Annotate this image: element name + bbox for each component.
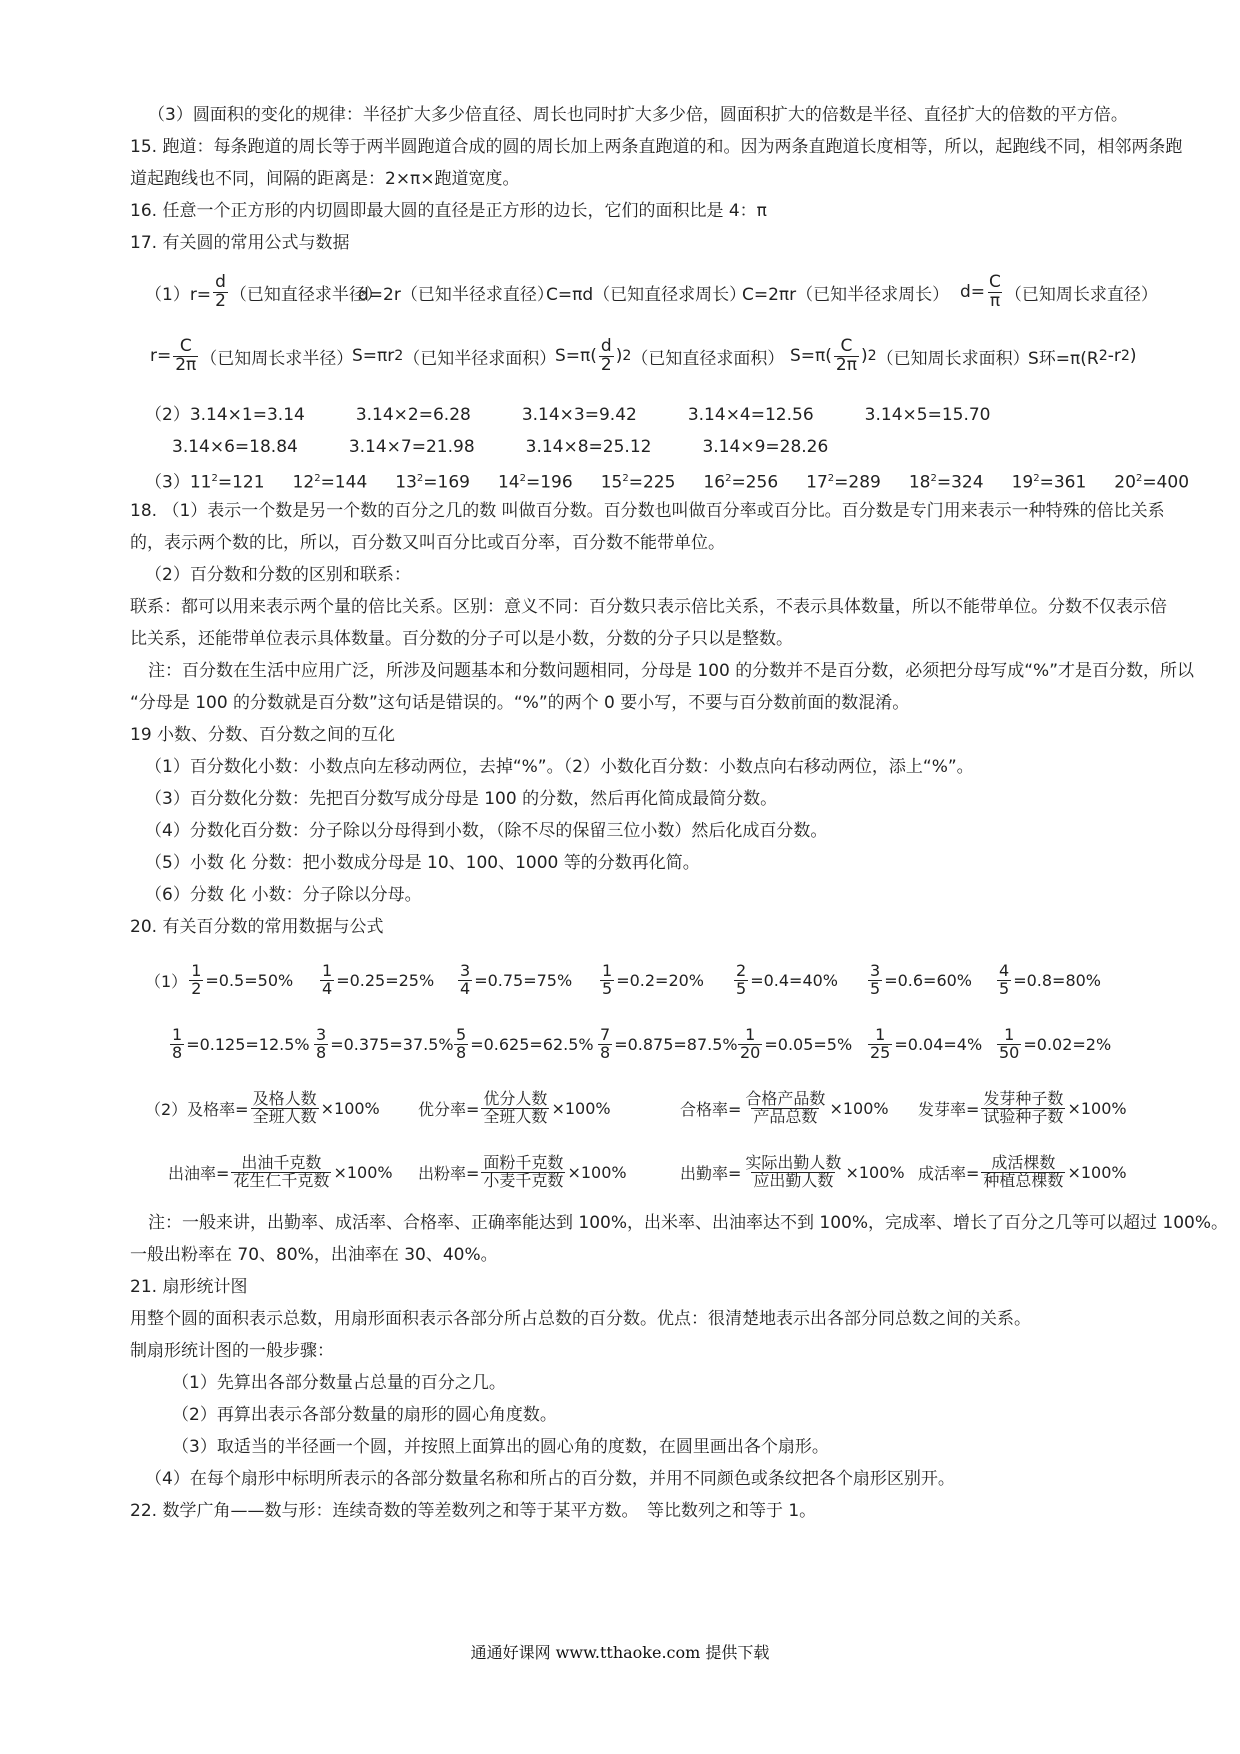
formula-text: （1）r= <box>145 284 212 305</box>
text-line: （3）百分数化分数：先把百分数写成分母是 100 的分数，然后再化简成最简分数。 <box>145 789 778 809</box>
square-item: $18^2=324$ <box>908 472 984 493</box>
text-line: （2）百分数和分数的区别和联系： <box>145 565 411 585</box>
rate-formula-row-2 <box>0 1142 1240 1202</box>
formula-text: d=2r（已知半径求直径） <box>358 284 554 305</box>
section-heading: 19 小数、分数、百分数之间的互化 <box>130 725 396 745</box>
formula-item: $\frac{4}{5}$ =0.8=80% <box>999 960 1102 998</box>
fraction: $\frac{\text{成活棵数}}{\text{种植总棵数}}$ <box>983 1152 1064 1190</box>
formula-text: S=πr <box>352 346 395 366</box>
formula-item <box>960 262 1158 322</box>
formula-item: $\frac{7}{8}$ =0.875=87.5% <box>600 1024 738 1062</box>
formula-item: $\frac{1}{20}$ =0.05=5% <box>740 1024 853 1062</box>
circle-formula-row-2 <box>0 326 1240 386</box>
text-line: 16. 任意一个正方形的内切圆即最大圆的直径是正方形的边长，它们的面积比是 4：π <box>130 201 767 221</box>
text-line: 3.14×6=18.84 3.14×7=21.98 3.14×8=25.12 3.14×9=28.26 <box>172 437 829 457</box>
fraction: $\frac{1}{5}$ <box>602 960 613 998</box>
text-line: 15. 跑道：每条跑道的周长等于两半圆跑道合成的圆的周长加上两条直跑道的和。因为两条直跑道长度相等，所以，起跑线不同，相邻两条跑 <box>130 137 1183 157</box>
square-item: $14^2=196$ <box>497 472 573 493</box>
fraction: $\frac{4}{5}$ <box>999 960 1010 998</box>
numerator: d <box>600 335 612 356</box>
fraction: $\frac{5}{8}$ <box>456 1024 467 1062</box>
text-line: （1）百分数化小数：小数点向左移动两位，去掉“%”。（2）小数化百分数：小数点向右移动两位，添上“%”。 <box>145 757 974 777</box>
square-item: $11^2=121$ <box>189 472 265 493</box>
denominator: 2 <box>600 354 612 375</box>
section-heading: 21. 扇形统计图 <box>130 1277 248 1297</box>
fraction: $\frac{\text{面粉千克数}}{\text{小麦千克数}}$ <box>483 1152 564 1190</box>
formula-item: $\frac{1}{5}$ =0.2=20% <box>602 960 705 998</box>
fraction <box>987 271 1003 311</box>
text-line: （4）在每个扇形中标明所表示的各部分数量名称和所占的百分数，并用不同颜色或条纹把各个扇形区别开。 <box>145 1469 955 1489</box>
formula-text: S环=π(R <box>1028 348 1099 369</box>
rate-formula-row-1 <box>0 1078 1240 1138</box>
fraction <box>599 335 614 375</box>
text-line: 注：一般来讲，出勤率、成活率、合格率、正确率能达到 100%，出米率、出油率达不到 100%，完成率、增长了百分之几等可以超过 100%。 <box>148 1213 1229 1233</box>
formula-item: 出勤率= $\frac{\text{实际出勤人数}}{\text{应出勤人数}}$ ×100% <box>680 1152 905 1190</box>
formula-text: S=π( <box>790 346 832 366</box>
formula-item: （1） $\frac{1}{2}$ =0.5=50% <box>145 960 294 998</box>
fraction: $\frac{3}{4}$ <box>460 960 471 998</box>
fraction: $\frac{\text{出油千克数}}{\text{花生仁千克数}}$ <box>233 1152 330 1190</box>
formula-item: $\frac{3}{5}$ =0.6=60% <box>870 960 973 998</box>
formula-text: （已知周长求半径） <box>200 348 354 369</box>
list-prefix: （3） <box>145 472 190 493</box>
formula-item: $\frac{1}{50}$ =0.02=2% <box>999 1024 1112 1062</box>
text-line: 联系：都可以用来表示两个量的倍比关系。区别：意义不同：百分数只表示倍比关系，不表示具体数量，所以不能带单位。分数不仅表示倍 <box>130 597 1167 617</box>
denominator: π <box>989 290 1001 311</box>
numerator: C <box>840 335 853 356</box>
formula-item <box>1028 326 1137 386</box>
fraction: $\frac{\text{合格产品数}}{\text{产品总数}}$ <box>745 1088 826 1126</box>
fraction: $\frac{1}{2}$ <box>191 960 202 998</box>
fraction: $\frac{\text{发芽种子数}}{\text{试验种子数}}$ <box>983 1088 1064 1126</box>
fraction <box>213 271 228 311</box>
fraction: $\frac{1}{25}$ <box>870 1024 891 1062</box>
formula-item: （2）及格率= $\frac{\text{及格人数}}{\text{全班人数}}$ ×100% <box>145 1088 380 1126</box>
page-footer: 通通好课网 www.tthaoke.com 提供下载 <box>470 1643 770 1662</box>
superscript: 2 <box>394 348 404 364</box>
percent-data-row-2 <box>0 1014 1240 1074</box>
fraction: $\frac{3}{5}$ <box>870 960 881 998</box>
text-line: 注：百分数在生活中应用广泛，所涉及问题基本和分数问题相同，分母是 100 的分数并不是百分数，必须把分母写成“%”才是百分数，所以 <box>148 661 1195 681</box>
formula-text: （已知直径求面积） <box>631 348 785 369</box>
fraction: $\frac{\text{及格人数}}{\text{全班人数}}$ <box>252 1088 317 1126</box>
formula-text: C=2πr（已知半径求周长） <box>742 284 950 305</box>
denominator: 2π <box>835 354 857 375</box>
text-line: （1）先算出各部分数量占总量的百分之几。 <box>172 1373 506 1393</box>
formula-text: S=π( <box>555 346 597 366</box>
text-line: （3）圆面积的变化的规律：半径扩大多少倍直径、周长也同时扩大多少倍，圆面积扩大的倍数是半径、直径扩大的倍数的平方倍。 <box>148 105 1128 125</box>
formula-item <box>145 262 383 322</box>
square-item: $13^2=169$ <box>395 472 470 493</box>
fraction: $\frac{1}{8}$ <box>172 1024 183 1062</box>
formula-text: ) <box>860 346 868 366</box>
formula-item <box>352 326 556 386</box>
formula-item: 合格率= $\frac{\text{合格产品数}}{\text{产品总数}}$ ×100% <box>680 1088 889 1126</box>
formula-item: $\frac{3}{4}$ =0.75=75% <box>460 960 573 998</box>
text-line: 的，表示两个数的比，所以，百分数又叫百分比或百分率，百分数不能带单位。 <box>130 533 725 553</box>
formula-item <box>742 262 949 322</box>
square-item: $12^2=144$ <box>292 472 368 493</box>
formula-item: $\frac{2}{5}$ =0.4=40% <box>736 960 839 998</box>
formula-item: 成活率= $\frac{\text{成活棵数}}{\text{种植总棵数}}$ ×100% <box>918 1152 1127 1190</box>
numerator: C <box>179 335 192 356</box>
formula-item <box>790 326 1030 386</box>
text-line: （2）3.14×1=3.14 3.14×2=6.28 3.14×3=9.42 3.14×4=12.56 3.14×5=15.70 <box>145 405 991 425</box>
formula-text: （已知周长求直径） <box>1004 284 1158 305</box>
formula-text: （已知直径求半径） <box>229 284 383 305</box>
square-item: $17^2=289$ <box>806 472 881 493</box>
fraction: $\frac{3}{8}$ <box>316 1024 327 1062</box>
formula-item: $\frac{1}{4}$ =0.25=25% <box>322 960 435 998</box>
text-line: 用整个圆的面积表示总数，用扇形面积表示各部分所占总数的百分数。优点：很清楚地表示出各部分同总数之间的关系。 <box>130 1309 1031 1329</box>
formula-text: d= <box>960 282 986 302</box>
fraction <box>834 335 859 375</box>
text-line: （6）分数 化 小数：分子除以分母。 <box>145 885 422 905</box>
formula-item: $\frac{3}{8}$ =0.375=37.5% <box>316 1024 454 1062</box>
text-line: 18. （1）表示一个数是另一个数的百分之几的数 叫做百分数。百分数也叫做百分率或百分比。百分数是专门用来表示一种特殊的倍比关系 <box>130 501 1165 521</box>
text-line: （2）再算出表示各部分数量的扇形的圆心角度数。 <box>172 1405 557 1425</box>
fraction: $\frac{\text{优分人数}}{\text{全班人数}}$ <box>483 1088 548 1126</box>
text-line: “分母是 100 的分数就是百分数”这句话是错误的。“%”的两个 0 要小写，不要与百分数前面的数混淆。 <box>130 693 910 713</box>
squares-line <box>145 468 1189 494</box>
formula-text: r= <box>150 346 172 366</box>
denominator: 2 <box>215 290 226 311</box>
text-line: 制扇形统计图的一般步骤： <box>130 1341 334 1361</box>
text-line: 比关系，还能带单位表示具体数量。百分数的分子可以是小数，分数的分子只以是整数。 <box>130 629 793 649</box>
superscript: 2 <box>867 348 877 364</box>
square-item: $15^2=225$ <box>600 472 676 493</box>
formula-text: ) <box>1129 346 1137 366</box>
text-line: 道起跑线也不同，间隔的距离是：2×π×跑道宽度。 <box>130 169 520 189</box>
formula-text: ) <box>615 346 623 366</box>
formula-item: $\frac{1}{8}$ =0.125=12.5% <box>172 1024 310 1062</box>
formula-item <box>546 262 746 322</box>
superscript: 2 <box>1098 348 1108 364</box>
formula-text: （已知周长求面积） <box>876 348 1030 369</box>
section-heading: 17. 有关圆的常用公式与数据 <box>130 233 350 253</box>
formula-item: $\frac{1}{25}$ =0.04=4% <box>870 1024 983 1062</box>
percent-data-row-1 <box>0 950 1240 1010</box>
formula-item: $\frac{5}{8}$ =0.625=62.5% <box>456 1024 594 1062</box>
section-heading: 20. 有关百分数的常用数据与公式 <box>130 917 384 937</box>
fraction <box>173 335 198 375</box>
formula-item <box>150 326 353 386</box>
text-line: 一般出粉率在 70、80%，出油率在 30、40%。 <box>130 1245 498 1265</box>
formula-item: 优分率= $\frac{\text{优分人数}}{\text{全班人数}}$ ×100% <box>418 1088 611 1126</box>
formula-item: 发芽率= $\frac{\text{发芽种子数}}{\text{试验种子数}}$ ×100% <box>918 1088 1127 1126</box>
formula-text: （已知半径求面积） <box>403 348 557 369</box>
fraction: $\frac{1}{20}$ <box>740 1024 761 1062</box>
circle-formula-row-1 <box>0 262 1240 322</box>
denominator: 2π <box>175 354 197 375</box>
superscript: 2 <box>1120 348 1130 364</box>
formula-item <box>358 262 554 322</box>
text-line: （4）分数化百分数：分子除以分母得到小数，（除不尽的保留三位小数）然后化成百分数。 <box>145 821 828 841</box>
formula-item <box>555 326 784 386</box>
formula-text: C=πd（已知直径求周长） <box>546 284 747 305</box>
superscript: 2 <box>622 348 632 364</box>
formula-text: -r <box>1107 346 1121 366</box>
fraction: $\frac{\text{实际出勤人数}}{\text{应出勤人数}}$ <box>745 1152 842 1190</box>
square-item: $19^2=361$ <box>1011 472 1087 493</box>
square-item: $20^2=400$ <box>1114 472 1190 493</box>
formula-item: 出粉率= $\frac{\text{面粉千克数}}{\text{小麦千克数}}$ ×100% <box>418 1152 627 1190</box>
fraction: $\frac{1}{50}$ <box>999 1024 1020 1062</box>
text-line: 22. 数学广角——数与形：连续奇数的等差数列之和等于某平方数。 等比数列之和等于 1。 <box>130 1501 817 1521</box>
fraction: $\frac{2}{5}$ <box>736 960 747 998</box>
fraction: $\frac{1}{4}$ <box>322 960 333 998</box>
text-line: （3）取适当的半径画一个圆，并按照上面算出的圆心角的度数，在圆里画出各个扇形。 <box>172 1437 829 1457</box>
formula-item: 出油率= $\frac{\text{出油千克数}}{\text{花生仁千克数}}$ ×100% <box>168 1152 393 1190</box>
square-item: $16^2=256$ <box>703 472 779 493</box>
numerator: d <box>215 271 226 292</box>
numerator: C <box>989 271 1001 292</box>
fraction: $\frac{7}{8}$ <box>600 1024 611 1062</box>
text-line: （5）小数 化 分数：把小数成分母是 10、100、1000 等的分数再化简。 <box>145 853 700 873</box>
